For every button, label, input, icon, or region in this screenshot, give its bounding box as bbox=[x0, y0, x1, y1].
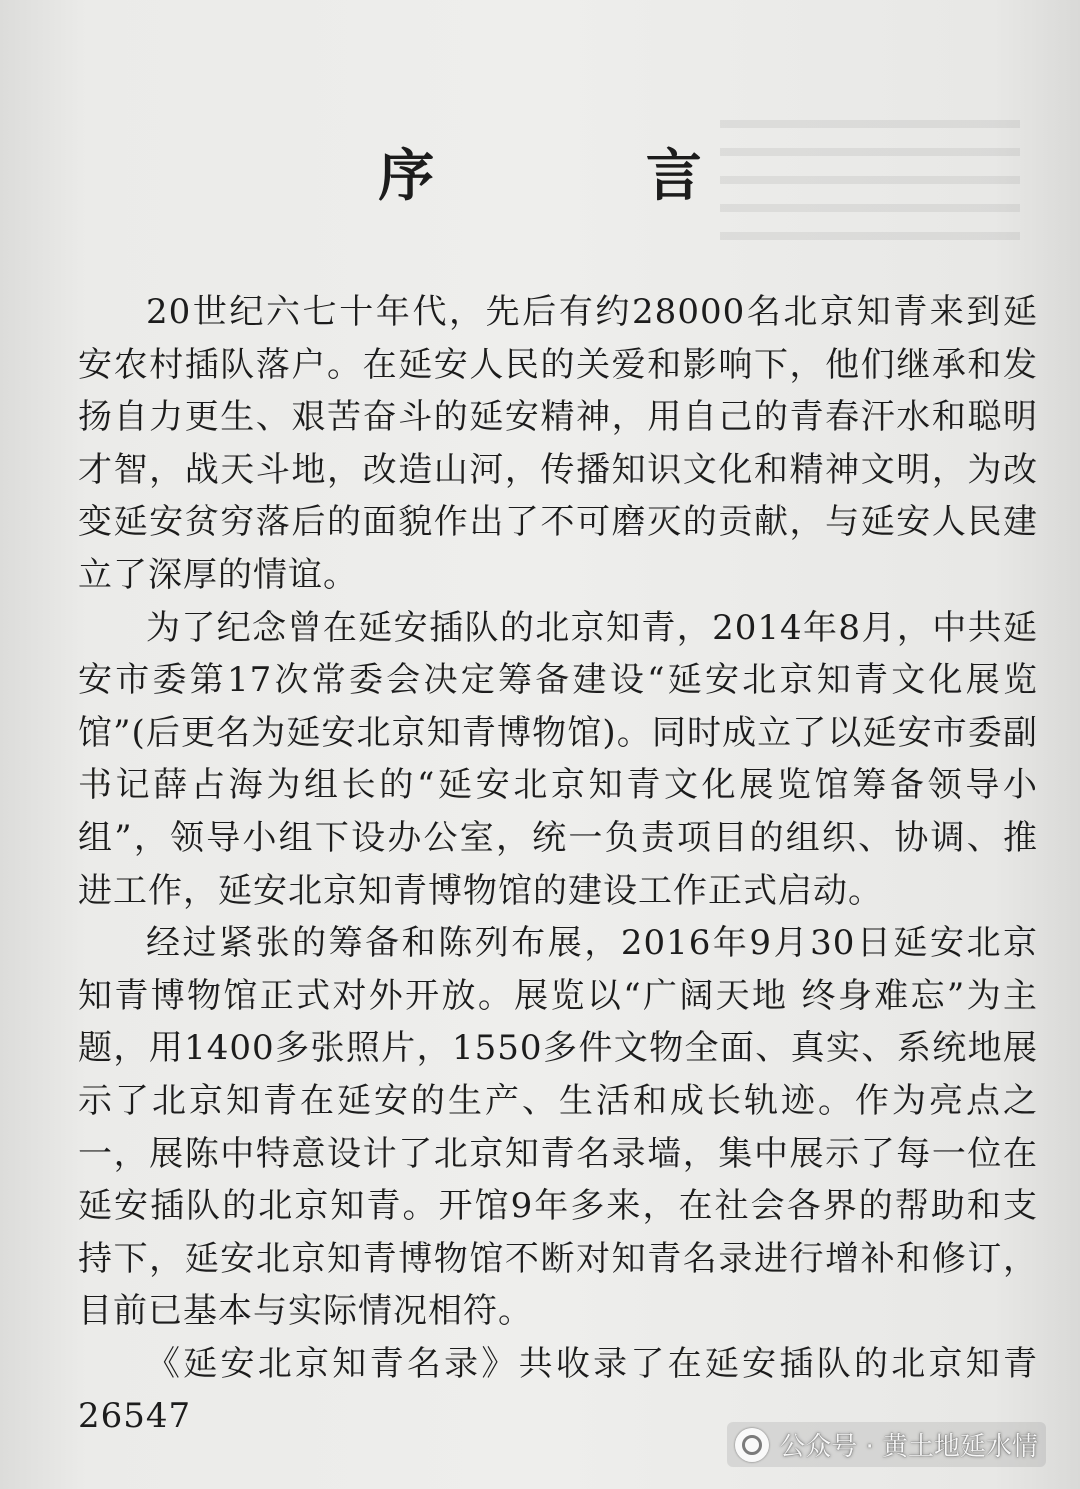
watermark bbox=[727, 1422, 1046, 1467]
paragraph-4: 《延安北京知青名录》共收录了在延安插队的北京知青26547 bbox=[78, 1343, 1038, 1437]
paragraph-3: 经过紧张的筹备和陈列布展，2016年9月30日延安北京知青博物馆正式对外开放。展览以“广阔天地 终身难忘”为主题，用1400多张照片，1550多件文物全面、真实、系统地展示了北京知青在延安的生产、生活和成长轨迹。作为亮点之一，展陈中特意设计了北京知青名录墙，集中展示了每一位在延安插队的北京知青。开馆9年多来，在社会各界的帮助和支持下，延安北京知青博物馆不断对知青名录进行增补和修订，目前已基本与实际情况相符。 bbox=[78, 923, 1038, 1332]
paragraph-1: 20世纪六七十年代，先后有约28000名北京知青来到延安农村插队落户。在延安人民的关爱和影响下，他们继承和发扬自力更生、艰苦奋斗的延安精神，用自己的青春汗水和聪明才智，战天斗地，改造山河，传播知识文化和精神文明，为改变延安贫穷落后的面貌作出了不可磨灭的贡献，与延安人民建立了深厚的情谊。 bbox=[78, 292, 1038, 595]
preface-body bbox=[78, 286, 1038, 1443]
wechat-official-account-icon bbox=[735, 1428, 769, 1462]
watermark-text: 公众号 · 黄土地延水情 bbox=[779, 1432, 1038, 1462]
paragraph-2: 为了纪念曾在延安插队的北京知青，2014年8月，中共延安市委第17次常委会决定筹备建设“延安北京知青文化展览馆”(后更名为延安北京知青博物馆)。同时成立了以延安市委副书记薛占海为组长的“延安北京知青文化展览馆筹备领导小组”，领导小组下设办公室，统一负责项目的组织、协调、推进工作，延安北京知青博物馆的建设工作正式启动。 bbox=[78, 607, 1038, 911]
page-title: 序 言 bbox=[378, 143, 798, 209]
